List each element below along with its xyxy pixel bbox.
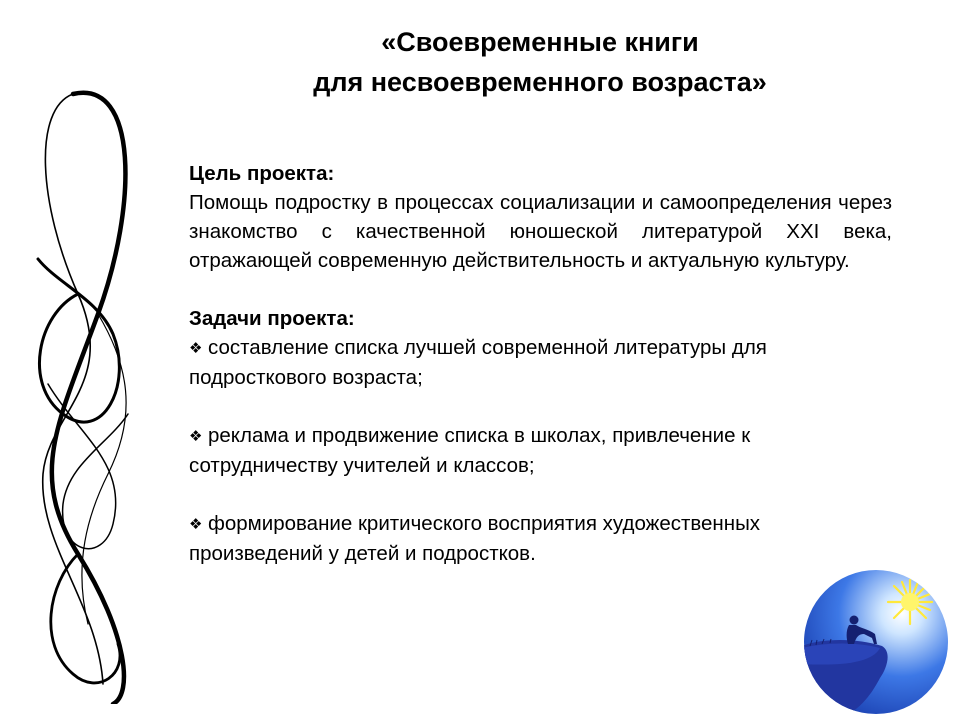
task-item-3	[189, 509, 892, 568]
swirl-ornament	[18, 84, 154, 704]
task-line: формирование критического восприятия художественных	[208, 512, 761, 535]
goal-text: Помощь подростку в процессах социализации и самоопределения через знакомство с качественной юношеской литературой XXI века, отражающей современную действительность и актуальную культуру.	[189, 191, 892, 272]
slide-title	[230, 22, 850, 102]
tasks-heading: Задачи проекта:	[189, 307, 355, 330]
task-line: реклама и продвижение списка в школах, привлечение к	[208, 424, 751, 447]
diamond-bullet-icon: ❖	[189, 340, 203, 357]
sun-boy-emblem	[802, 568, 950, 716]
slide-content	[189, 159, 892, 568]
title-line-1: «Своевременные книги	[381, 27, 699, 57]
task-item-1	[189, 333, 892, 392]
task-line: сотрудничеству учителей и классов;	[189, 454, 535, 477]
goal-heading: Цель проекта:	[189, 162, 335, 185]
task-line: подросткового возраста;	[189, 366, 423, 389]
task-line: составление списка лучшей современной литературы для	[208, 336, 767, 359]
title-line-2: для несвоевременного возраста»	[313, 67, 767, 97]
diamond-bullet-icon: ❖	[189, 428, 203, 445]
task-line: произведений у детей и подростков.	[189, 542, 536, 565]
tasks-list	[189, 333, 892, 568]
diamond-bullet-icon: ❖	[189, 516, 203, 533]
task-item-2	[189, 421, 892, 480]
